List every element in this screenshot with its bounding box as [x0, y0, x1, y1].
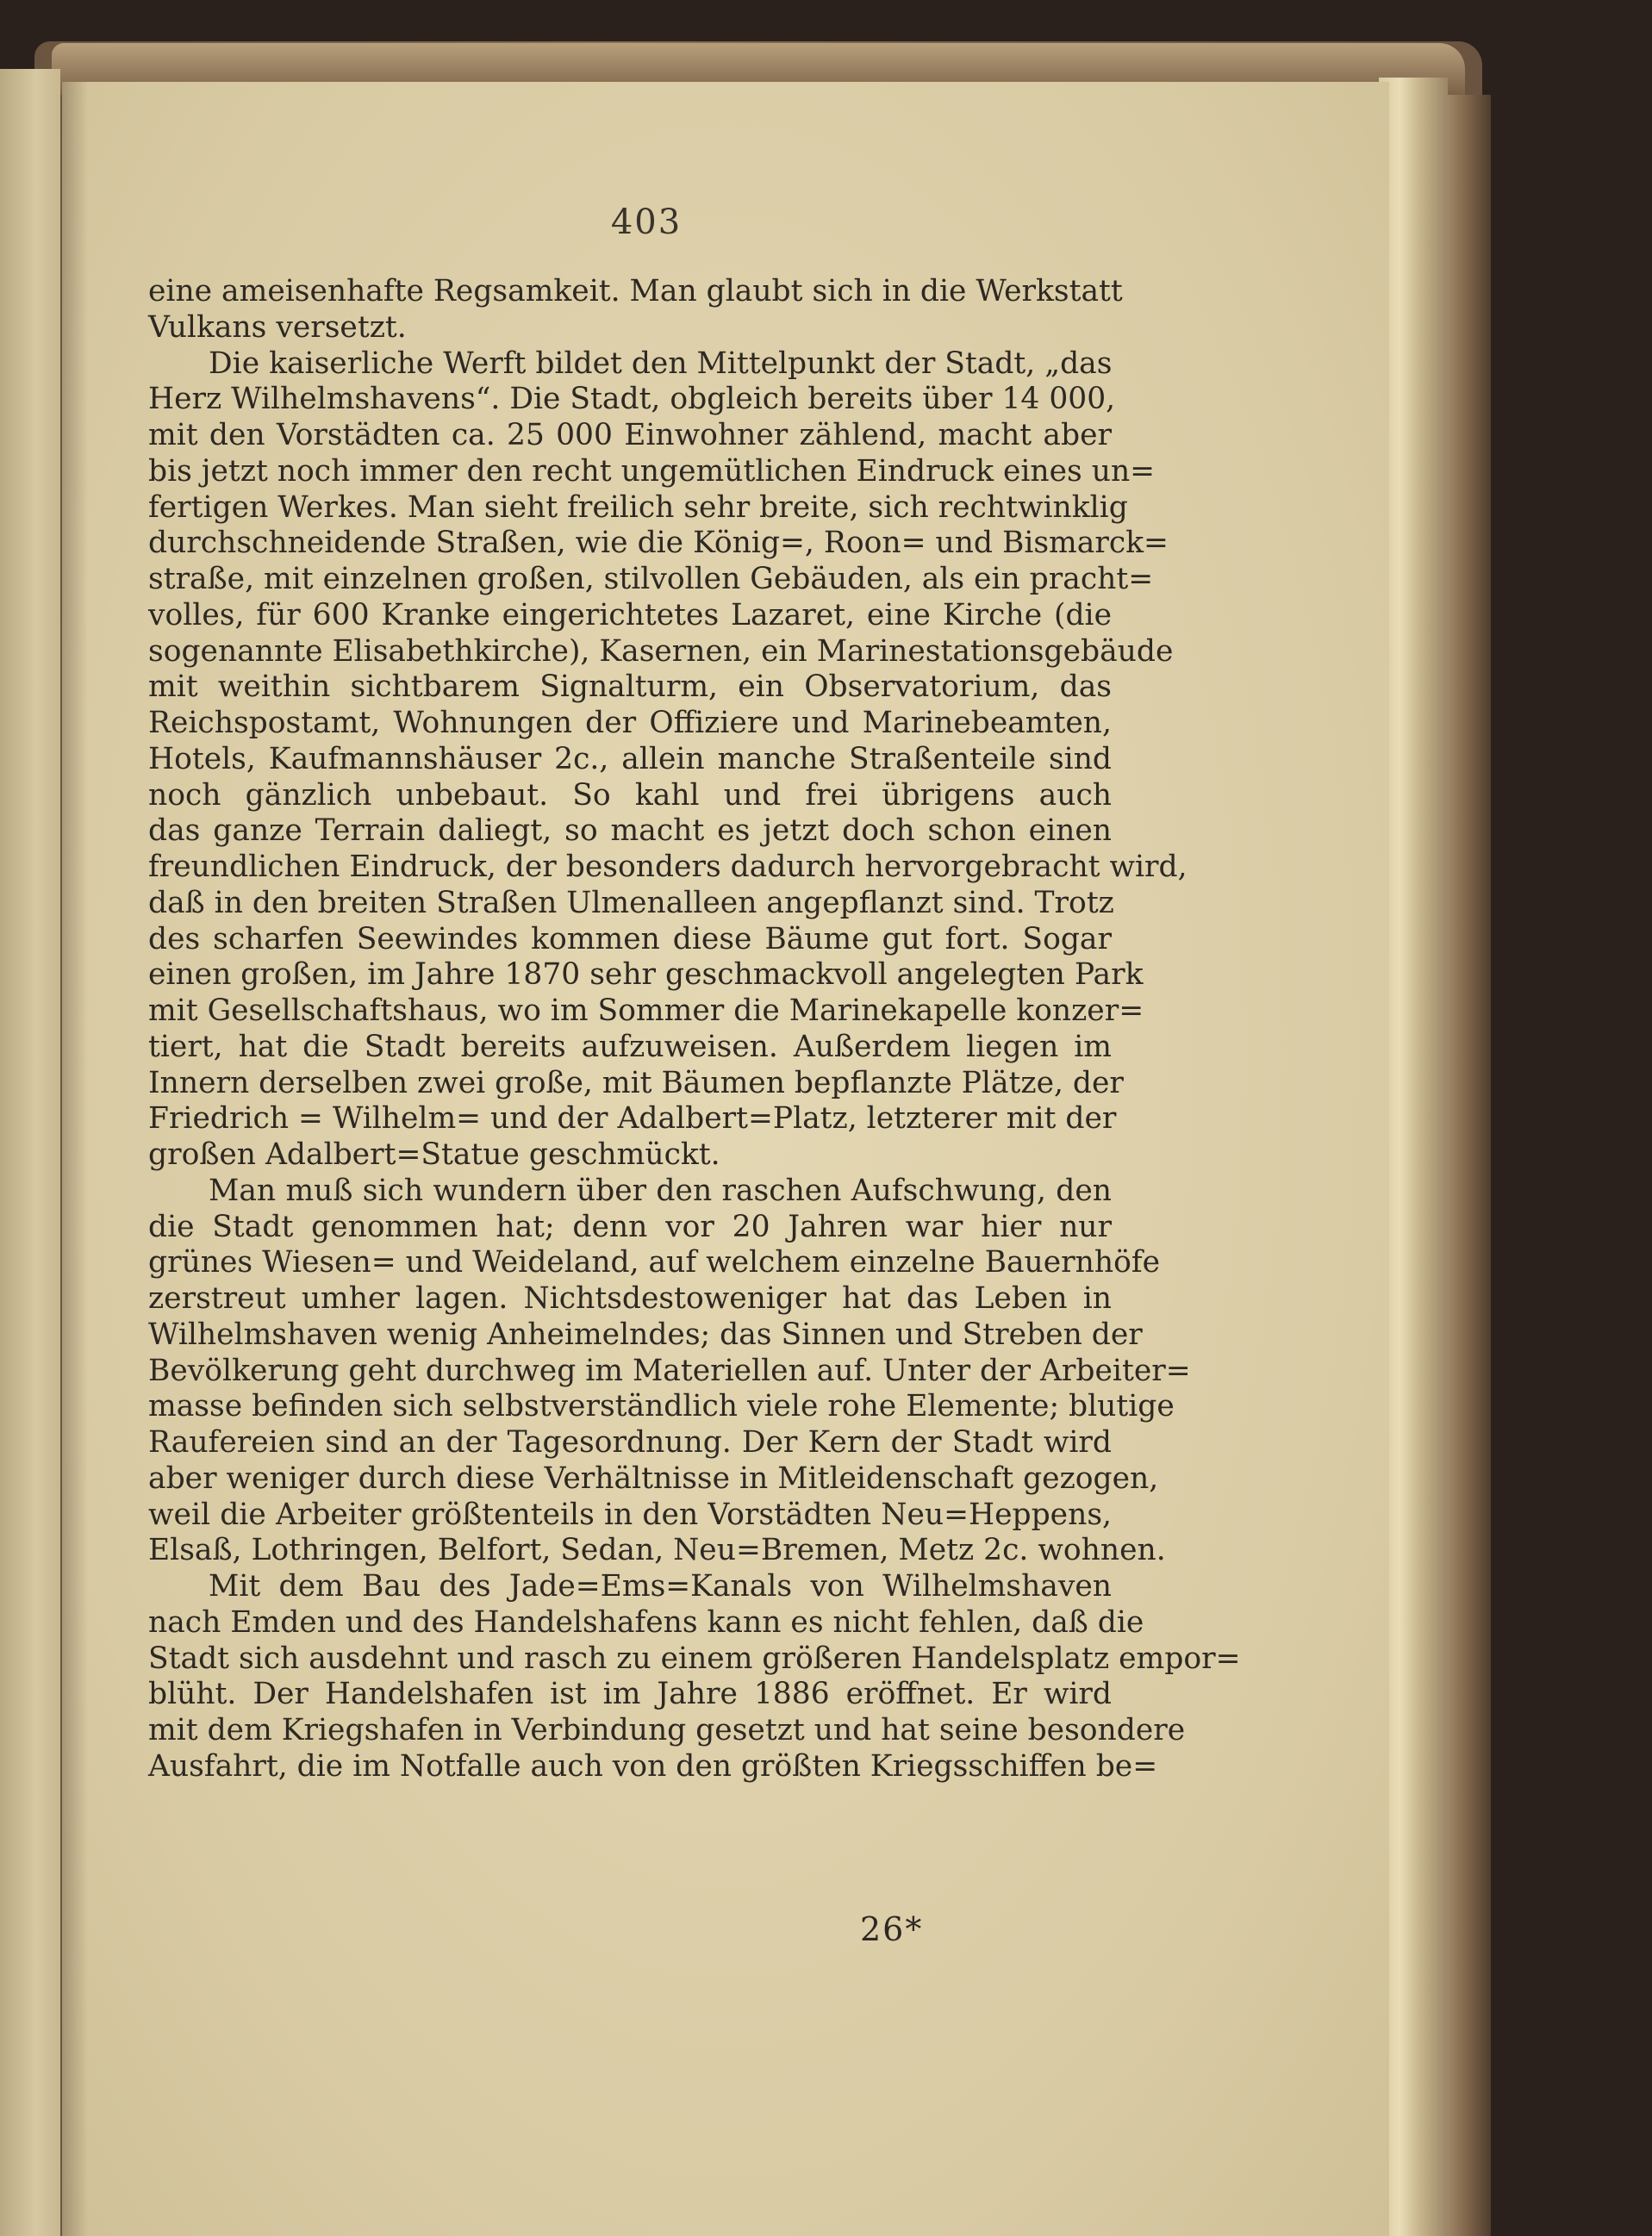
text-line: Mit dem Bau des Jade=Ems=Kanals von Wilhelmshaven	[209, 1569, 1112, 1604]
text-line: straße, mit einzelnen großen, stilvollen Gebäuden, als ein pracht=	[148, 562, 1154, 596]
text-line: Elsaß, Lothringen, Belfort, Sedan, Neu=Bremen, Metz 2c. wohnen.	[148, 1533, 1166, 1568]
text-line: Vulkans versetzt.	[148, 309, 407, 345]
text-line: Herz Wilhelmshavens“. Die Stadt, obgleich bereits über 14 000,	[148, 382, 1116, 417]
text-line: Wilhelmshaven wenig Anheimelndes; das Sinnen und Streben der	[148, 1317, 1143, 1352]
text-line: sogenannte Elisabethkirche), Kasernen, ein Marinestationsgebäude	[148, 633, 1174, 669]
text-line: grünes Wiesen= und Weideland, auf welchem einzelne Bauernhöfe	[148, 1245, 1161, 1280]
text-line: mit weithin sichtbarem Signalturm, ein Observatorium, das	[148, 670, 1112, 705]
text-line: Innern derselben zwei große, mit Bäumen bepflanzte Plätze, der	[148, 1065, 1124, 1100]
text-line: Die kaiserliche Werft bildet den Mittelpunkt der Stadt, „das	[209, 346, 1113, 381]
text-line: tiert, hat die Stadt bereits aufzuweisen. Außerdem liegen im	[148, 1029, 1112, 1064]
text-line: Friedrich = Wilhelm= und der Adalbert=Platz, letzterer mit der	[148, 1101, 1117, 1137]
page-stack-edge	[1379, 78, 1448, 2236]
text-line: volles, für 600 Kranke eingerichtetes Lazaret, eine Kirche (die	[148, 597, 1112, 632]
text-line: noch gänzlich unbebaut. So kahl und frei übrigens auch	[148, 777, 1112, 813]
signature-mark: 26*	[860, 1910, 924, 1948]
text-line: des scharfen Seewindes kommen diese Bäume gut fort. Sogar	[148, 921, 1112, 956]
page-gutter-shadow	[62, 82, 88, 2236]
text-line: eine ameisenhafte Regsamkeit. Man glaubt sich in die Werkstatt	[148, 274, 1123, 308]
text-line: das ganze Terrain daliegt, so macht es jetzt doch schon einen	[148, 813, 1112, 849]
text-line: masse befinden sich selbstverständlich viele rohe Elemente; blutige	[148, 1389, 1175, 1424]
text-line: daß in den breiten Straßen Ulmenalleen angepflanzt sind. Trotz	[148, 885, 1114, 920]
text-line: freundlichen Eindruck, der besonders dadurch hervorgebracht wird,	[148, 850, 1188, 884]
text-line: Reichspostamt, Wohnungen der Offiziere und Marinebeamten,	[148, 706, 1112, 740]
text-line: Raufereien sind an der Tagesordnung. Der Kern der Stadt wird	[148, 1425, 1112, 1460]
text-line: mit dem Kriegshafen in Verbindung gesetzt und hat seine besondere	[148, 1713, 1186, 1747]
text-line: Man muß sich wundern über den raschen Aufschwung, den	[209, 1173, 1112, 1208]
text-line: einen großen, im Jahre 1870 sehr geschmackvoll angelegten Park	[148, 957, 1144, 993]
text-line: durchschneidende Straßen, wie die König=, Roon= und Bismarck=	[148, 526, 1169, 561]
text-line: mit Gesellschaftshaus, wo im Sommer die Marinekapelle konzer=	[148, 993, 1144, 1028]
body-text	[148, 274, 1241, 1785]
text-line: Bevölkerung geht durchweg im Materiellen auf. Unter der Arbeiter=	[148, 1353, 1191, 1388]
page-number: 403	[610, 202, 683, 242]
text-line: die Stadt genommen hat; denn vor 20 Jahren war hier nur	[148, 1209, 1112, 1244]
text-line: fertigen Werkes. Man sieht freilich sehr breite, sich rechtwinklig	[148, 489, 1128, 525]
text-line: Ausfahrt, die im Notfalle auch von den größten Kriegsschiffen be=	[148, 1748, 1158, 1784]
text-line: nach Emden und des Handelshafens kann es nicht fehlen, daß die	[148, 1604, 1144, 1640]
text-line: blüht. Der Handelshafen ist im Jahre 1886 eröffnet. Er wird	[148, 1677, 1112, 1712]
text-line: Hotels, Kaufmannshäuser 2c., allein manche Straßenteile sind	[148, 741, 1112, 776]
previous-page-edge	[0, 69, 60, 2236]
text-line: großen Adalbert=Statue geschmückt.	[148, 1137, 720, 1172]
text-line: zerstreut umher lagen. Nichtsdestoweniger hat das Leben in	[148, 1281, 1112, 1316]
text-line: weil die Arbeiter größtenteils in den Vorstädten Neu=Heppens,	[148, 1497, 1112, 1532]
text-line: Stadt sich ausdehnt und rasch zu einem größeren Handelsplatz empor=	[148, 1641, 1241, 1676]
text-line: bis jetzt noch immer den recht ungemütlichen Eindruck eines un=	[148, 453, 1156, 489]
text-line: aber weniger durch diese Verhältnisse in Mitleidenschaft gezogen,	[148, 1461, 1159, 1496]
text-line: mit den Vorstädten ca. 25 000 Einwohner zählend, macht aber	[148, 418, 1112, 452]
